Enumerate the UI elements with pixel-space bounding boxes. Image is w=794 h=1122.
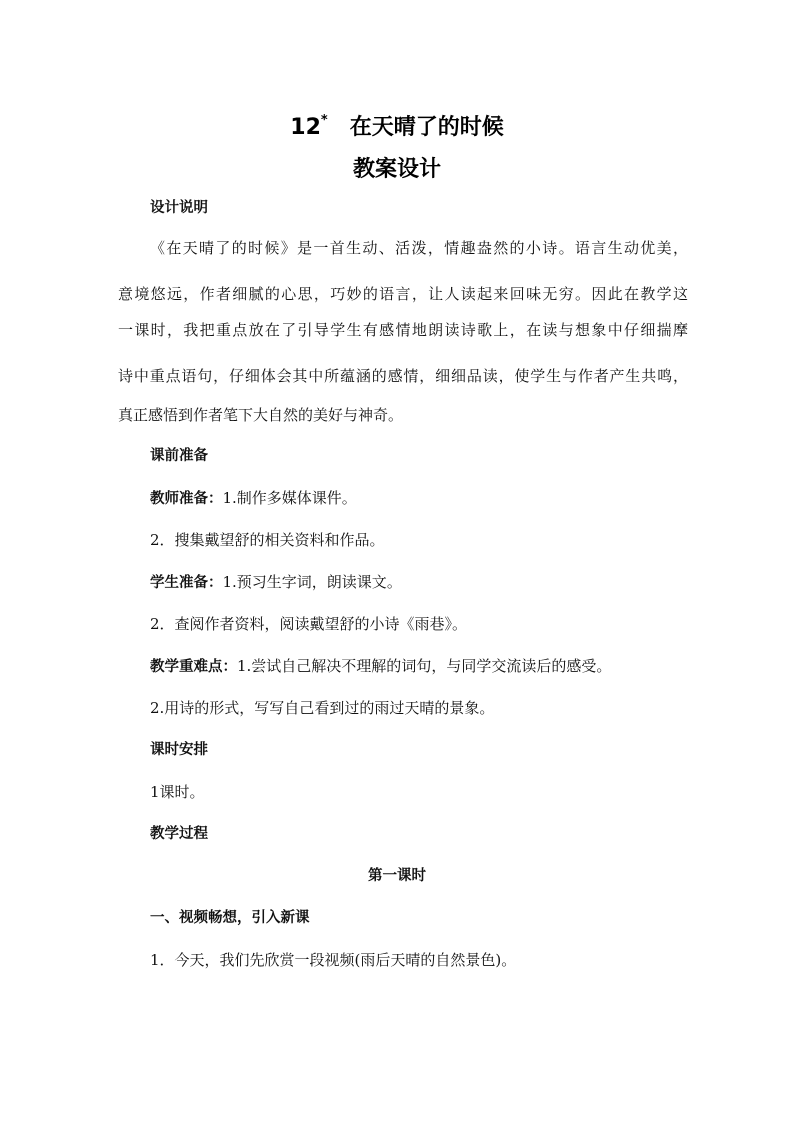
design-note-heading: 设计说明	[150, 200, 208, 216]
key-points-item-1: 1.尝试自己解决不理解的词句，与同学交流读后的感受。	[237, 657, 612, 675]
teacher-prep-item-2: 2．搜集戴望舒的相关资料和作品。	[150, 531, 385, 549]
schedule-value: 1课时。	[150, 783, 205, 801]
asterisk-mark: *	[320, 112, 328, 128]
student-prep-item-2: 2．查阅作者资料，阅读戴望舒的小诗《雨巷》。	[150, 615, 468, 633]
teacher-prep-item-1: 1.制作多媒体课件。	[222, 489, 357, 507]
lesson-number: 12*	[290, 112, 328, 140]
lesson-title	[0, 110, 794, 141]
section-heading-1: 一、视频畅想，引入新课	[150, 910, 310, 926]
design-note-line-2: 意境悠远，作者细腻的心思，巧妙的语言，让人读起来回味无穷。因此在教学这	[118, 285, 688, 303]
teacher-prep-label: 教师准备：	[150, 491, 223, 507]
lesson-period-heading: 第一课时	[368, 868, 426, 884]
process-item-1: 1．今天，我们先欣赏一段视频(雨后天晴的自然景色)。	[150, 951, 517, 969]
design-note-line-4: 诗中重点语句，仔细体会其中所蕴涵的感情，细细品读，使学生与作者产生共鸣，	[118, 367, 688, 385]
student-prep-label: 学生准备：	[150, 575, 223, 591]
teacher-prep-line	[150, 488, 690, 509]
design-note-line-5: 真正感悟到作者笔下大自然的美好与神奇。	[118, 406, 404, 424]
process-heading: 教学过程	[150, 826, 208, 842]
schedule-heading: 课时安排	[150, 742, 208, 758]
key-points-label: 教学重难点：	[150, 659, 237, 675]
student-prep-line	[150, 572, 690, 593]
key-points-item-2: 2.用诗的形式，写写自己看到过的雨过天晴的景象。	[150, 699, 495, 717]
preparation-heading: 课前准备	[150, 448, 208, 464]
student-prep-item-1: 1.预习生字词，朗读课文。	[222, 573, 402, 591]
lesson-subtitle: 教案设计	[352, 157, 441, 182]
design-note-line-1: 《在天晴了的时候》是一首生动、活泼，情趣盎然的小诗。语言生动优美，	[150, 239, 688, 257]
lesson-title-text: 在天晴了的时候	[349, 115, 504, 140]
design-note-line-3: 一课时，我把重点放在了引导学生有感情地朗读诗歌上，在读与想象中仔细揣摩	[118, 321, 688, 339]
key-points-line	[150, 656, 690, 677]
